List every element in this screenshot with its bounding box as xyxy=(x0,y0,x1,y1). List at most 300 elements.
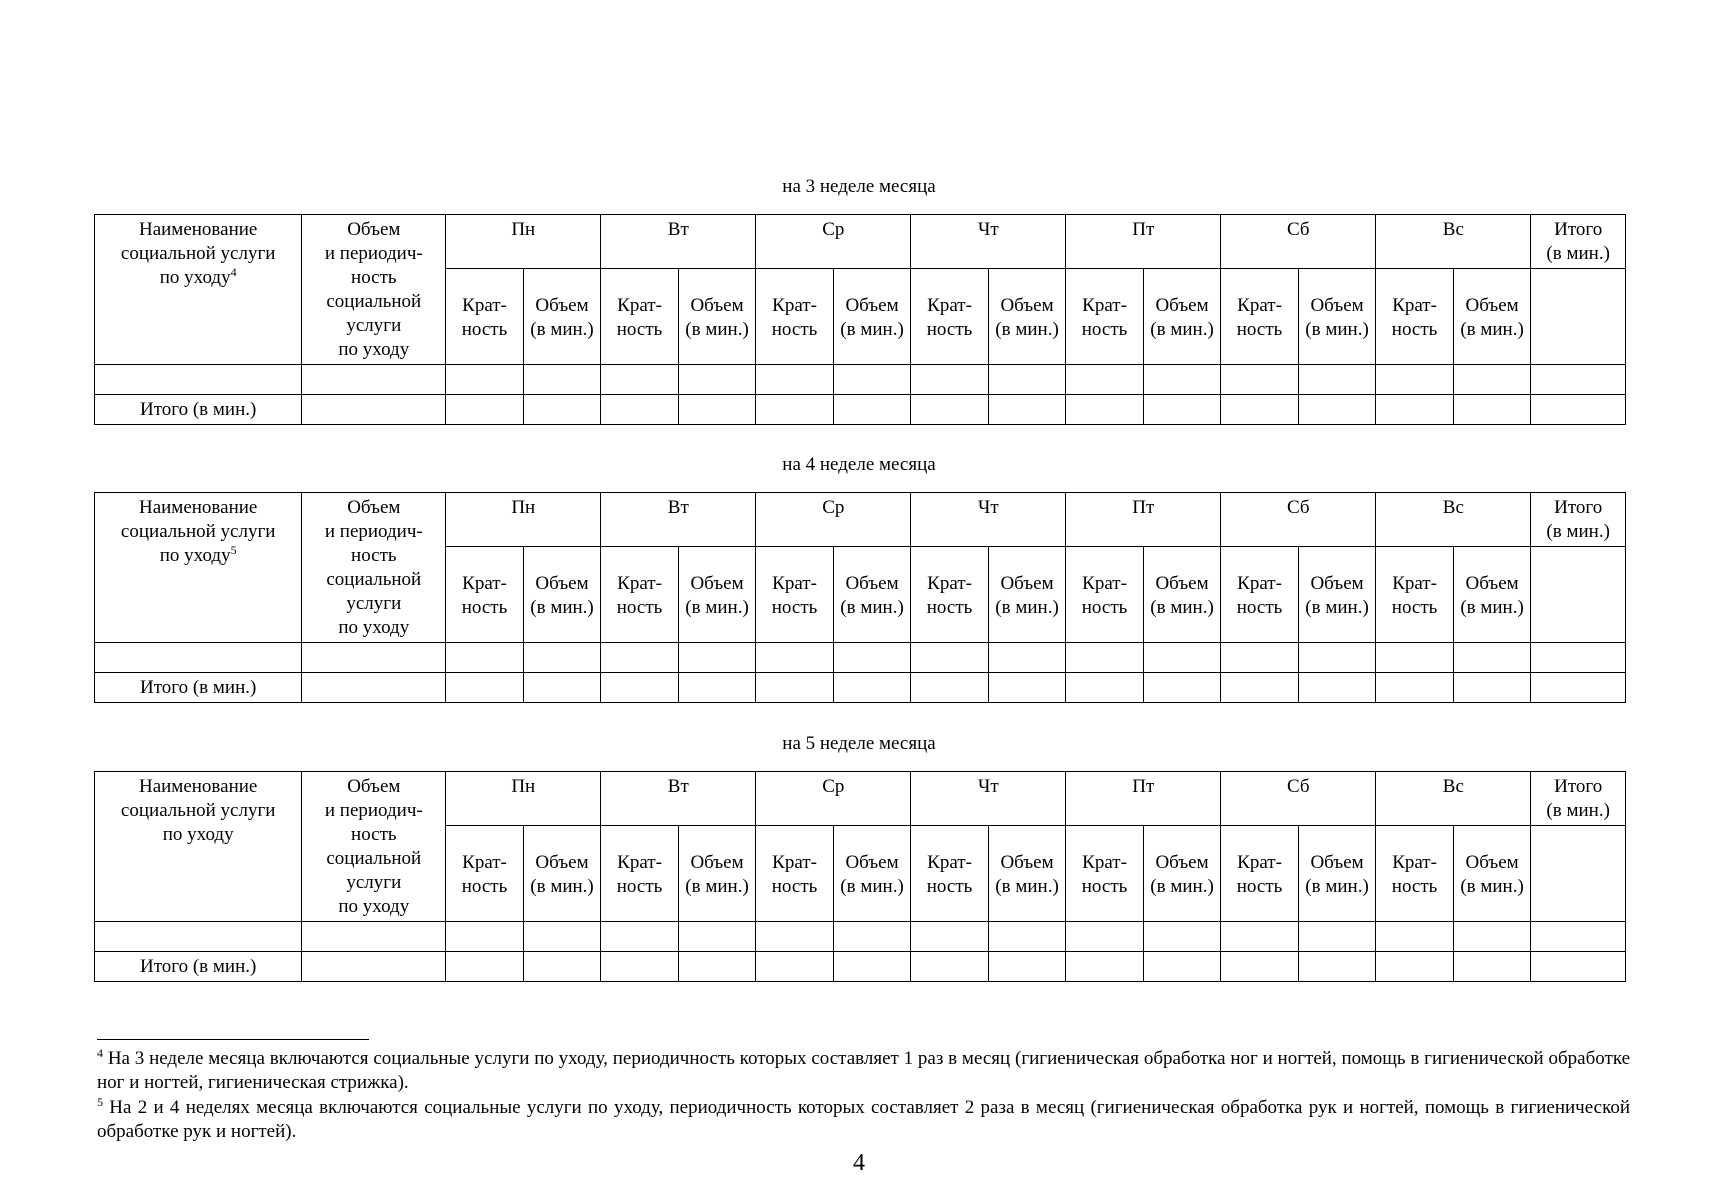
header-text-line: по уходу xyxy=(159,545,231,566)
empty-cell xyxy=(1066,922,1144,952)
subheader-text-line: Крат- xyxy=(1082,294,1127,316)
header-text-line: ность xyxy=(351,267,397,288)
empty-cell xyxy=(446,952,524,982)
day-header: Ср xyxy=(756,493,911,547)
frequency-subheader xyxy=(911,269,989,365)
empty-cell xyxy=(1066,643,1144,673)
subheader-text-line: ность xyxy=(1391,318,1438,340)
total-minutes-header xyxy=(1531,772,1626,826)
footnote-5 xyxy=(97,1096,1630,1144)
header-text-line: Итого xyxy=(1554,776,1603,797)
empty-cell xyxy=(911,395,989,425)
empty-cell xyxy=(833,365,911,395)
header-text-line: (в мин.) xyxy=(1546,800,1610,821)
subheader-text-line: Объем xyxy=(1155,294,1209,316)
empty-cell xyxy=(1143,952,1221,982)
day-header: Пт xyxy=(1066,493,1221,547)
subheader-text-line: Крат- xyxy=(772,851,817,873)
subheader-text-line: Крат- xyxy=(1237,572,1282,594)
frequency-subheader xyxy=(601,547,679,643)
volume-subheader xyxy=(523,547,601,643)
empty-cell xyxy=(1221,395,1299,425)
frequency-subheader xyxy=(1221,269,1299,365)
empty-cell xyxy=(756,952,834,982)
frequency-subheader xyxy=(1376,826,1454,922)
total-row-label: Итого (в мин.) xyxy=(95,395,302,425)
frequency-subheader xyxy=(911,826,989,922)
total-row xyxy=(95,952,1626,982)
footnote-4 xyxy=(97,1047,1630,1095)
empty-cell xyxy=(988,952,1066,982)
subheader-text-line: (в мин.) xyxy=(685,596,749,618)
volume-subheader xyxy=(1453,547,1531,643)
empty-cell xyxy=(1143,673,1221,703)
header-text-line: социальной xyxy=(326,569,422,590)
header-text-line: Наименование xyxy=(138,497,258,518)
service-name-header xyxy=(95,215,302,365)
empty-cell xyxy=(833,673,911,703)
frequency-subheader xyxy=(911,547,989,643)
empty-cell xyxy=(988,922,1066,952)
frequency-subheader xyxy=(1066,826,1144,922)
empty-cell xyxy=(1376,395,1454,425)
volume-subheader xyxy=(1143,547,1221,643)
subheader-text-line: (в мин.) xyxy=(995,318,1059,340)
header-text-line: Наименование xyxy=(138,219,258,240)
subheader-text-line: (в мин.) xyxy=(995,596,1059,618)
header-text-line: Объем xyxy=(347,219,401,240)
empty-cell xyxy=(446,673,524,703)
volume-periodicity-header xyxy=(302,215,446,365)
day-header: Вс xyxy=(1376,493,1531,547)
schedule-table-week4 xyxy=(94,492,1626,703)
frequency-subheader xyxy=(1376,269,1454,365)
header-text-line: ность xyxy=(351,545,397,566)
table-caption-week5: на 5 неделе месяца xyxy=(782,733,936,754)
footnote-ref: 5 xyxy=(230,543,237,557)
empty-cell xyxy=(833,952,911,982)
empty-cell xyxy=(1298,365,1376,395)
empty-cell xyxy=(1066,952,1144,982)
subheader-text-line: ность xyxy=(1081,875,1128,897)
header-text-line: по уходу xyxy=(338,896,410,917)
header-text-line: и периодич- xyxy=(324,800,423,821)
subheader-text-line: ность xyxy=(1391,875,1438,897)
empty-cell xyxy=(523,922,601,952)
footnote-ref: 4 xyxy=(230,265,237,279)
header-text-line: и периодич- xyxy=(324,521,423,542)
subheader-text-line: Крат- xyxy=(1237,851,1282,873)
header-text-line: Объем xyxy=(347,497,401,518)
empty-cell xyxy=(911,922,989,952)
total-row xyxy=(95,673,1626,703)
header-row-days xyxy=(95,215,1626,269)
empty-cell xyxy=(988,365,1066,395)
empty-cell xyxy=(1531,673,1626,703)
header-text-line: и периодич- xyxy=(324,243,423,264)
empty-cell xyxy=(756,673,834,703)
empty-cell xyxy=(756,922,834,952)
subheader-text-line: ность xyxy=(926,875,973,897)
empty-cell xyxy=(446,922,524,952)
table-row xyxy=(95,643,1626,673)
day-header: Пн xyxy=(446,772,601,826)
header-text-line: (в мин.) xyxy=(1546,521,1610,542)
empty-cell xyxy=(302,365,446,395)
frequency-subheader xyxy=(1376,547,1454,643)
empty-cell xyxy=(1221,922,1299,952)
subheader-text-line: Крат- xyxy=(927,294,972,316)
header-text-line: по уходу xyxy=(338,339,410,360)
subheader-text-line: (в мин.) xyxy=(1150,875,1214,897)
empty-cell xyxy=(1376,952,1454,982)
day-header: Пт xyxy=(1066,772,1221,826)
empty-cell xyxy=(523,395,601,425)
subheader-text-line: Объем xyxy=(1310,851,1364,873)
empty-cell xyxy=(302,643,446,673)
empty-cell xyxy=(1143,922,1221,952)
empty-cell xyxy=(1221,952,1299,982)
day-header: Чт xyxy=(911,215,1066,269)
footnote-text: На 2 и 4 неделях месяца включаются социальные услуги по уходу, периодичность которых составляет 2 раза в месяц (гигиеническая обработка рук и ногтей, помощь в гигиенической обработке рук и ногтей). xyxy=(97,1097,1631,1142)
volume-periodicity-header xyxy=(302,772,446,922)
volume-subheader xyxy=(1143,826,1221,922)
subheader-text-line: Объем xyxy=(535,851,589,873)
subheader-text-line: Объем xyxy=(535,294,589,316)
empty-cell xyxy=(1298,673,1376,703)
empty-cell xyxy=(523,952,601,982)
volume-subheader xyxy=(1453,269,1531,365)
empty-cell xyxy=(1376,922,1454,952)
frequency-subheader xyxy=(446,547,524,643)
subheader-text-line: ность xyxy=(1391,596,1438,618)
subheader-text-line: Объем xyxy=(1310,572,1364,594)
subheader-text-line: ность xyxy=(926,596,973,618)
volume-subheader xyxy=(988,547,1066,643)
empty-cell xyxy=(1143,395,1221,425)
empty-cell xyxy=(601,395,679,425)
empty-cell xyxy=(911,673,989,703)
header-text-line: социальной xyxy=(326,848,422,869)
subheader-text-line: (в мин.) xyxy=(1460,318,1524,340)
empty-cell xyxy=(678,673,756,703)
day-header: Ср xyxy=(756,772,911,826)
empty-cell xyxy=(1453,365,1531,395)
total-minutes-header xyxy=(1531,215,1626,269)
empty-cell xyxy=(302,952,446,982)
subheader-text-line: ность xyxy=(926,318,973,340)
empty-cell xyxy=(601,643,679,673)
header-text-line: услуги xyxy=(346,315,402,336)
day-header: Вт xyxy=(601,215,756,269)
header-text-line: социальной услуги xyxy=(120,243,276,264)
empty-cell xyxy=(756,643,834,673)
day-header: Вт xyxy=(601,493,756,547)
empty-cell xyxy=(1453,395,1531,425)
frequency-subheader xyxy=(446,269,524,365)
header-text-line: Объем xyxy=(347,776,401,797)
empty-cell xyxy=(756,365,834,395)
empty-cell xyxy=(446,643,524,673)
empty-cell xyxy=(523,643,601,673)
subheader-text-line: (в мин.) xyxy=(840,875,904,897)
empty-cell xyxy=(302,395,446,425)
empty-cell xyxy=(678,922,756,952)
empty-cell xyxy=(1453,922,1531,952)
empty-cell xyxy=(601,952,679,982)
empty-cell xyxy=(1298,952,1376,982)
empty-cell xyxy=(1453,952,1531,982)
total-minutes-header xyxy=(1531,493,1626,547)
empty-cell xyxy=(1143,365,1221,395)
header-text-line: услуги xyxy=(346,593,402,614)
empty-cell xyxy=(1221,365,1299,395)
volume-subheader xyxy=(678,826,756,922)
subheader-text-line: (в мин.) xyxy=(1305,875,1369,897)
empty-cell xyxy=(601,365,679,395)
day-header: Пн xyxy=(446,215,601,269)
header-text-line: услуги xyxy=(346,872,402,893)
header-text-line: Наименование xyxy=(138,776,258,797)
empty-cell xyxy=(1298,643,1376,673)
volume-subheader xyxy=(1143,269,1221,365)
subheader-text-line: (в мин.) xyxy=(685,875,749,897)
volume-subheader xyxy=(1298,269,1376,365)
empty-cell xyxy=(1453,673,1531,703)
empty-cell xyxy=(678,952,756,982)
empty-cell xyxy=(1376,643,1454,673)
header-text-line: социальной услуги xyxy=(120,521,276,542)
service-name-header xyxy=(95,772,302,922)
subheader-text-line: Крат- xyxy=(617,851,662,873)
empty-cell xyxy=(523,365,601,395)
subheader-text-line: ность xyxy=(616,318,663,340)
empty-cell xyxy=(95,922,302,952)
header-row-days xyxy=(95,493,1626,547)
table-row xyxy=(95,365,1626,395)
subheader-text-line: Крат- xyxy=(462,572,507,594)
subheader-text-line: ность xyxy=(461,875,508,897)
header-text-line: по уходу xyxy=(162,824,234,845)
empty-cell xyxy=(833,922,911,952)
frequency-subheader xyxy=(1066,269,1144,365)
subheader-text-line: (в мин.) xyxy=(530,318,594,340)
day-header: Пн xyxy=(446,493,601,547)
table-row xyxy=(95,922,1626,952)
frequency-subheader xyxy=(1221,826,1299,922)
volume-subheader xyxy=(988,826,1066,922)
frequency-subheader xyxy=(1066,547,1144,643)
frequency-subheader xyxy=(601,269,679,365)
subheader-text-line: ность xyxy=(616,596,663,618)
subheader-text-line: Крат- xyxy=(772,294,817,316)
day-header: Сб xyxy=(1221,215,1376,269)
subheader-text-line: Крат- xyxy=(1392,851,1437,873)
subheader-text-line: (в мин.) xyxy=(840,596,904,618)
subheader-text-line: ность xyxy=(771,596,818,618)
subheader-text-line: (в мин.) xyxy=(1460,875,1524,897)
empty-cell xyxy=(1531,365,1626,395)
frequency-subheader xyxy=(756,547,834,643)
volume-subheader xyxy=(833,826,911,922)
volume-subheader xyxy=(523,826,601,922)
subheader-text-line: Объем xyxy=(845,294,899,316)
footnote-text: На 3 неделе месяца включаются социальные услуги по уходу, периодичность которых составляет 1 раз в месяц (гигиеническая обработка ног и ногтей, помощь в гигиенической обработке ног и ногтей, гигиеническая стрижка). xyxy=(97,1048,1631,1093)
volume-subheader xyxy=(523,269,601,365)
subheader-text-line: Крат- xyxy=(462,851,507,873)
header-text-line: (в мин.) xyxy=(1546,243,1610,264)
subheader-text-line: (в мин.) xyxy=(1150,318,1214,340)
table-caption-week4: на 4 неделе месяца xyxy=(782,454,936,475)
subheader-text-line: Крат- xyxy=(1082,851,1127,873)
frequency-subheader xyxy=(601,826,679,922)
day-header: Вс xyxy=(1376,772,1531,826)
empty-cell xyxy=(1298,922,1376,952)
empty-cell xyxy=(1531,952,1626,982)
subheader-text-line: Объем xyxy=(1000,851,1054,873)
day-header: Ср xyxy=(756,215,911,269)
footnote-separator xyxy=(97,1039,369,1040)
empty-cell xyxy=(833,643,911,673)
frequency-subheader xyxy=(446,826,524,922)
subheader-text-line: Крат- xyxy=(1082,572,1127,594)
subheader-text-line: (в мин.) xyxy=(685,318,749,340)
subheader-text-line: ность xyxy=(1236,596,1283,618)
volume-subheader xyxy=(1298,826,1376,922)
empty-cell xyxy=(833,395,911,425)
frequency-subheader xyxy=(756,826,834,922)
header-text-line: по уходу xyxy=(159,267,231,288)
day-header: Чт xyxy=(911,772,1066,826)
empty-cell xyxy=(678,395,756,425)
empty-cell xyxy=(446,395,524,425)
empty-cell xyxy=(302,673,446,703)
empty-cell xyxy=(911,952,989,982)
frequency-subheader xyxy=(1221,547,1299,643)
subheader-text-line: Крат- xyxy=(617,294,662,316)
volume-subheader xyxy=(833,547,911,643)
subheader-text-line: Объем xyxy=(845,572,899,594)
subheader-text-line: Крат- xyxy=(1392,572,1437,594)
empty-cell xyxy=(678,643,756,673)
empty-cell xyxy=(1221,643,1299,673)
total-row-label: Итого (в мин.) xyxy=(95,673,302,703)
empty-cell xyxy=(1453,643,1531,673)
total-subcell xyxy=(1531,547,1626,643)
empty-cell xyxy=(988,395,1066,425)
empty-cell xyxy=(95,365,302,395)
subheader-text-line: (в мин.) xyxy=(530,596,594,618)
empty-cell xyxy=(95,643,302,673)
day-header: Вс xyxy=(1376,215,1531,269)
day-header: Сб xyxy=(1221,772,1376,826)
subheader-text-line: Крат- xyxy=(772,572,817,594)
subheader-text-line: Объем xyxy=(1465,294,1519,316)
subheader-text-line: (в мин.) xyxy=(840,318,904,340)
subheader-text-line: (в мин.) xyxy=(1305,596,1369,618)
subheader-text-line: Объем xyxy=(690,851,744,873)
header-text-line: социальной услуги xyxy=(120,800,276,821)
subheader-text-line: ность xyxy=(1081,318,1128,340)
service-name-header xyxy=(95,493,302,643)
empty-cell xyxy=(1376,365,1454,395)
total-subcell xyxy=(1531,826,1626,922)
schedule-table-week5 xyxy=(94,771,1626,982)
subheader-text-line: Объем xyxy=(1155,572,1209,594)
subheader-text-line: ность xyxy=(1236,318,1283,340)
empty-cell xyxy=(911,365,989,395)
subheader-text-line: (в мин.) xyxy=(1305,318,1369,340)
footnote-mark: 4 xyxy=(97,1046,103,1060)
subheader-text-line: (в мин.) xyxy=(530,875,594,897)
day-header: Пт xyxy=(1066,215,1221,269)
empty-cell xyxy=(911,643,989,673)
volume-subheader xyxy=(988,269,1066,365)
empty-cell xyxy=(1221,673,1299,703)
header-text-line: социальной xyxy=(326,291,422,312)
subheader-text-line: Объем xyxy=(1000,294,1054,316)
empty-cell xyxy=(1531,643,1626,673)
empty-cell xyxy=(302,922,446,952)
volume-periodicity-header xyxy=(302,493,446,643)
header-text-line: ность xyxy=(351,824,397,845)
header-text-line: Итого xyxy=(1554,497,1603,518)
empty-cell xyxy=(1066,395,1144,425)
subheader-text-line: ность xyxy=(1081,596,1128,618)
empty-cell xyxy=(1531,922,1626,952)
empty-cell xyxy=(523,673,601,703)
empty-cell xyxy=(988,643,1066,673)
day-header: Чт xyxy=(911,493,1066,547)
empty-cell xyxy=(1066,365,1144,395)
empty-cell xyxy=(601,673,679,703)
subheader-text-line: Объем xyxy=(845,851,899,873)
volume-subheader xyxy=(678,269,756,365)
empty-cell xyxy=(988,673,1066,703)
subheader-text-line: Объем xyxy=(1155,851,1209,873)
total-row xyxy=(95,395,1626,425)
volume-subheader xyxy=(833,269,911,365)
subheader-text-line: ность xyxy=(616,875,663,897)
subheader-text-line: Крат- xyxy=(927,851,972,873)
subheader-text-line: Крат- xyxy=(1392,294,1437,316)
subheader-text-line: Крат- xyxy=(927,572,972,594)
footnote-mark: 5 xyxy=(97,1095,103,1109)
subheader-text-line: ность xyxy=(771,318,818,340)
subheader-text-line: ность xyxy=(461,596,508,618)
subheader-text-line: Объем xyxy=(1000,572,1054,594)
empty-cell xyxy=(756,395,834,425)
subheader-text-line: ность xyxy=(1236,875,1283,897)
empty-cell xyxy=(1143,643,1221,673)
table-caption-week3: на 3 неделе месяца xyxy=(782,176,936,197)
day-header: Вт xyxy=(601,772,756,826)
subheader-text-line: (в мин.) xyxy=(995,875,1059,897)
frequency-subheader xyxy=(756,269,834,365)
volume-subheader xyxy=(1298,547,1376,643)
subheader-text-line: Крат- xyxy=(1237,294,1282,316)
empty-cell xyxy=(1531,395,1626,425)
empty-cell xyxy=(1376,673,1454,703)
subheader-text-line: Объем xyxy=(1310,294,1364,316)
empty-cell xyxy=(601,922,679,952)
empty-cell xyxy=(678,365,756,395)
schedule-table-week3 xyxy=(94,214,1626,425)
subheader-text-line: (в мин.) xyxy=(1150,596,1214,618)
volume-subheader xyxy=(678,547,756,643)
subheader-text-line: Объем xyxy=(535,572,589,594)
subheader-text-line: Объем xyxy=(1465,851,1519,873)
